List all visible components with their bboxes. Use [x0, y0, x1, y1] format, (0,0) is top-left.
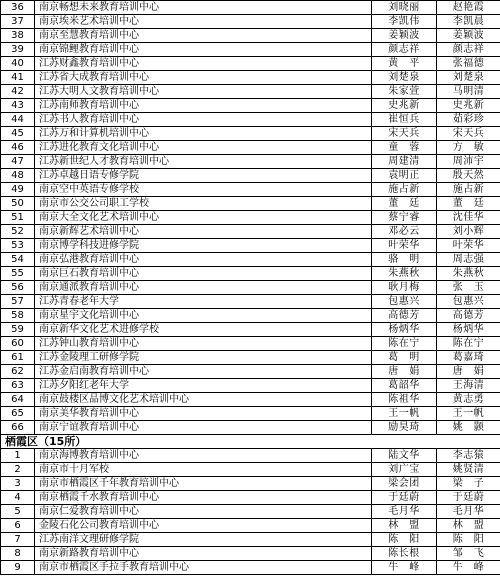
legal-representative: 陈在宁	[372, 337, 437, 351]
principal-name: 高德芳	[437, 309, 500, 323]
principal-name: 唐 娟	[437, 365, 500, 379]
institution-name: 江苏书人教育培训中心	[35, 113, 372, 127]
row-number: 9	[1, 561, 35, 575]
institution-name: 江苏金陵理工研修学院	[35, 351, 372, 365]
institution-name: 江苏夕阳红老年大学	[35, 379, 372, 393]
legal-representative: 刘广宝	[372, 463, 437, 477]
principal-name: 沈佳华	[437, 211, 500, 225]
table-row	[1, 281, 500, 295]
institution-name: 南京鼓楼区品博文化艺术培训中心	[35, 393, 372, 407]
institution-name: 江苏省大成教育培训中心	[35, 71, 372, 85]
legal-representative: 叶荣华	[372, 239, 437, 253]
table-row	[1, 99, 500, 113]
legal-representative: 蔡宁睿	[372, 211, 437, 225]
row-number: 57	[1, 295, 35, 309]
table-row	[1, 463, 500, 477]
legal-representative: 刘楚泉	[372, 71, 437, 85]
principal-name: 茹彩珍	[437, 113, 500, 127]
row-number: 59	[1, 323, 35, 337]
principal-name: 周志强	[437, 253, 500, 267]
principal-name: 林 盟	[437, 519, 500, 533]
legal-representative: 李凯伟	[372, 15, 437, 29]
row-number: 42	[1, 85, 35, 99]
table-row	[1, 197, 500, 211]
table-row	[1, 169, 500, 183]
institution-name: 南京大全文化艺术培训中心	[35, 211, 372, 225]
institution-name: 南京空中英语专修学校	[35, 183, 372, 197]
legal-representative: 唐 娟	[372, 365, 437, 379]
principal-name: 李志猿	[437, 449, 500, 463]
legal-representative: 朱家萱	[372, 85, 437, 99]
table-row	[1, 505, 500, 519]
row-number: 58	[1, 309, 35, 323]
table-row	[1, 449, 500, 463]
row-number: 45	[1, 127, 35, 141]
principal-name: 李凯晨	[437, 15, 500, 29]
legal-representative: 颜志祥	[372, 43, 437, 57]
legal-representative: 周建清	[372, 155, 437, 169]
table-row	[1, 379, 500, 393]
row-number: 50	[1, 197, 35, 211]
row-number: 63	[1, 379, 35, 393]
row-number: 62	[1, 365, 35, 379]
legal-representative: 林 盟	[372, 519, 437, 533]
principal-name: 王海清	[437, 379, 500, 393]
principal-name: 马明清	[437, 85, 500, 99]
principal-name: 杨炳华	[437, 323, 500, 337]
legal-representative: 杨炳华	[372, 323, 437, 337]
row-number: 39	[1, 43, 35, 57]
table-row	[1, 29, 500, 43]
row-number: 2	[1, 463, 35, 477]
table-row	[1, 323, 500, 337]
institution-name: 南京巨石教育培训中心	[35, 267, 372, 281]
principal-name: 邹 飞	[437, 547, 500, 561]
principal-name: 葛嘉琦	[437, 351, 500, 365]
row-number: 8	[1, 547, 35, 561]
table-row	[1, 85, 500, 99]
institution-name: 南京新路教育培训中心	[35, 547, 372, 561]
institution-name: 南京市栖霞区千年教育培训中心	[35, 477, 372, 491]
principal-name: 张 玉	[437, 281, 500, 295]
table-row	[1, 253, 500, 267]
principal-name: 姚 颢	[437, 421, 500, 435]
institution-name: 江苏大明人文教育培训中心	[35, 85, 372, 99]
table-row	[1, 225, 500, 239]
legal-representative: 耿月梅	[372, 281, 437, 295]
principal-name: 刘楚泉	[437, 71, 500, 85]
institution-name: 江苏钟山教育培训中心	[35, 337, 372, 351]
table-body	[1, 1, 500, 575]
institution-name: 江苏财鑫教育培训中心	[35, 57, 372, 71]
principal-name: 姚贤清	[437, 463, 500, 477]
legal-representative: 陈 阳	[372, 533, 437, 547]
legal-representative: 陈祖华	[372, 393, 437, 407]
principal-name: 方 敏	[437, 141, 500, 155]
legal-representative: 牛 峰	[372, 561, 437, 575]
legal-representative: 朱燕秋	[372, 267, 437, 281]
legal-representative: 骆 明	[372, 253, 437, 267]
principal-name: 毛月华	[437, 505, 500, 519]
legal-representative: 陈长根	[372, 547, 437, 561]
principal-name: 殷天然	[437, 169, 500, 183]
table-row	[1, 15, 500, 29]
institution-name: 江苏青春老年大学	[35, 295, 372, 309]
row-number: 56	[1, 281, 35, 295]
table-row	[1, 351, 500, 365]
row-number: 43	[1, 99, 35, 113]
institution-name: 南京弘港教育培训中心	[35, 253, 372, 267]
legal-representative: 毛月华	[372, 505, 437, 519]
row-number: 51	[1, 211, 35, 225]
principal-name: 姜颖波	[437, 29, 500, 43]
section-header-row	[1, 435, 500, 449]
row-number: 37	[1, 15, 35, 29]
table-row	[1, 127, 500, 141]
institution-name: 南京仁爱教育培训中心	[35, 505, 372, 519]
row-number: 65	[1, 407, 35, 421]
row-number: 41	[1, 71, 35, 85]
institution-name: 江苏进化教育文化培训中心	[35, 141, 372, 155]
institution-name: 南京新华文化艺术进修学校	[35, 323, 372, 337]
principal-name: 牛 峰	[437, 561, 500, 575]
legal-representative: 施占新	[372, 183, 437, 197]
table-row	[1, 533, 500, 547]
institution-name: 江苏新世纪人才教育培训中心	[35, 155, 372, 169]
principal-name: 于廷蔚	[437, 491, 500, 505]
table-row	[1, 519, 500, 533]
principal-name: 董 廷	[437, 197, 500, 211]
legal-representative: 高德芳	[372, 309, 437, 323]
legal-representative: 崔恒兵	[372, 113, 437, 127]
legal-representative: 葛韶华	[372, 379, 437, 393]
row-number: 1	[1, 449, 35, 463]
principal-name: 周沛宇	[437, 155, 500, 169]
row-number: 7	[1, 533, 35, 547]
institution-name: 南京市公交公司职工学校	[35, 197, 372, 211]
legal-representative: 葛 明	[372, 351, 437, 365]
legal-representative: 励昊琦	[372, 421, 437, 435]
row-number: 61	[1, 351, 35, 365]
row-number: 6	[1, 519, 35, 533]
institution-name: 南京栖霞千水教育培训中心	[35, 491, 372, 505]
row-number: 53	[1, 239, 35, 253]
row-number: 38	[1, 29, 35, 43]
table-row	[1, 239, 500, 253]
row-number: 64	[1, 393, 35, 407]
institution-name: 江苏南洋文理研修学院	[35, 533, 372, 547]
table-row	[1, 393, 500, 407]
table-row	[1, 183, 500, 197]
table-row	[1, 365, 500, 379]
table-row	[1, 561, 500, 575]
principal-name: 陈 阳	[437, 533, 500, 547]
principal-name: 梁 子	[437, 477, 500, 491]
institution-name: 江苏万和计算机培训中心	[35, 127, 372, 141]
table-row	[1, 155, 500, 169]
institution-name: 南京新辉艺术培训中心	[35, 225, 372, 239]
table-row	[1, 337, 500, 351]
principal-name: 朱燕秋	[437, 267, 500, 281]
institution-name: 南京至慧教育培训中心	[35, 29, 372, 43]
legal-representative: 黄 平	[372, 57, 437, 71]
legal-representative: 王一帆	[372, 407, 437, 421]
institution-name: 南京海博教育培训中心	[35, 449, 372, 463]
institution-name: 南京美华教育培训中心	[35, 407, 372, 421]
principal-name: 刘小辉	[437, 225, 500, 239]
legal-representative: 陆文华	[372, 449, 437, 463]
institution-name: 江苏金启南教育培训中心	[35, 365, 372, 379]
legal-representative: 宋天兵	[372, 127, 437, 141]
table-row	[1, 113, 500, 127]
principal-name: 赵艳霞	[437, 1, 500, 15]
institution-name: 南京星宇文化培训中心	[35, 309, 372, 323]
table-row	[1, 71, 500, 85]
legal-representative: 史兆新	[372, 99, 437, 113]
row-number: 46	[1, 141, 35, 155]
table-row	[1, 421, 500, 435]
institution-name: 江苏南师教育培训中心	[35, 99, 372, 113]
row-number: 48	[1, 169, 35, 183]
table-row	[1, 309, 500, 323]
principal-name: 叶荣华	[437, 239, 500, 253]
institution-name: 南京宁谊教育培训中心	[35, 421, 372, 435]
institution-name: 南京锦鲤教育培训中心	[35, 43, 372, 57]
row-number: 5	[1, 505, 35, 519]
institution-name: 南京博学科技进修学院	[35, 239, 372, 253]
table-row	[1, 267, 500, 281]
legal-representative: 邓必云	[372, 225, 437, 239]
legal-representative: 袁明正	[372, 169, 437, 183]
row-number: 52	[1, 225, 35, 239]
table-row	[1, 57, 500, 71]
principal-name: 宋天兵	[437, 127, 500, 141]
principal-name: 张福德	[437, 57, 500, 71]
institution-name: 南京市栖霞区手拉手教育培训中心	[35, 561, 372, 575]
row-number: 60	[1, 337, 35, 351]
row-number: 66	[1, 421, 35, 435]
row-number: 44	[1, 113, 35, 127]
legal-representative: 包惠兴	[372, 295, 437, 309]
table-row	[1, 491, 500, 505]
legal-representative: 于廷蔚	[372, 491, 437, 505]
table-row	[1, 1, 500, 15]
principal-name: 黄志勇	[437, 393, 500, 407]
institution-name: 金陵石化公司教育培训中心	[35, 519, 372, 533]
table-row	[1, 295, 500, 309]
row-number: 55	[1, 267, 35, 281]
principal-name: 施占新	[437, 183, 500, 197]
principal-name: 陈在宁	[437, 337, 500, 351]
institution-name: 南京市十月军校	[35, 463, 372, 477]
legal-representative: 梁会团	[372, 477, 437, 491]
principal-name: 王一帆	[437, 407, 500, 421]
institution-name: 南京埃米艺术培训中心	[35, 15, 372, 29]
row-number: 47	[1, 155, 35, 169]
section-title: 栖霞区（15所）	[1, 435, 500, 449]
principal-name: 颜志祥	[437, 43, 500, 57]
institution-name: 南京畅想未来教育培训中心	[35, 1, 372, 15]
principal-name: 史兆新	[437, 99, 500, 113]
table-row	[1, 547, 500, 561]
row-number: 3	[1, 477, 35, 491]
table-row	[1, 141, 500, 155]
table-row	[1, 43, 500, 57]
institution-name: 江苏卓越日语专修学院	[35, 169, 372, 183]
legal-representative: 刘晓丽	[372, 1, 437, 15]
row-number: 49	[1, 183, 35, 197]
institution-name: 南京通派教育培训中心	[35, 281, 372, 295]
table-row	[1, 407, 500, 421]
legal-representative: 姜颖波	[372, 29, 437, 43]
legal-representative: 童 蓉	[372, 141, 437, 155]
row-number: 36	[1, 1, 35, 15]
row-number: 54	[1, 253, 35, 267]
table-row	[1, 211, 500, 225]
row-number: 4	[1, 491, 35, 505]
principal-name: 包惠兴	[437, 295, 500, 309]
table-row	[1, 477, 500, 491]
row-number: 40	[1, 57, 35, 71]
legal-representative: 董 廷	[372, 197, 437, 211]
